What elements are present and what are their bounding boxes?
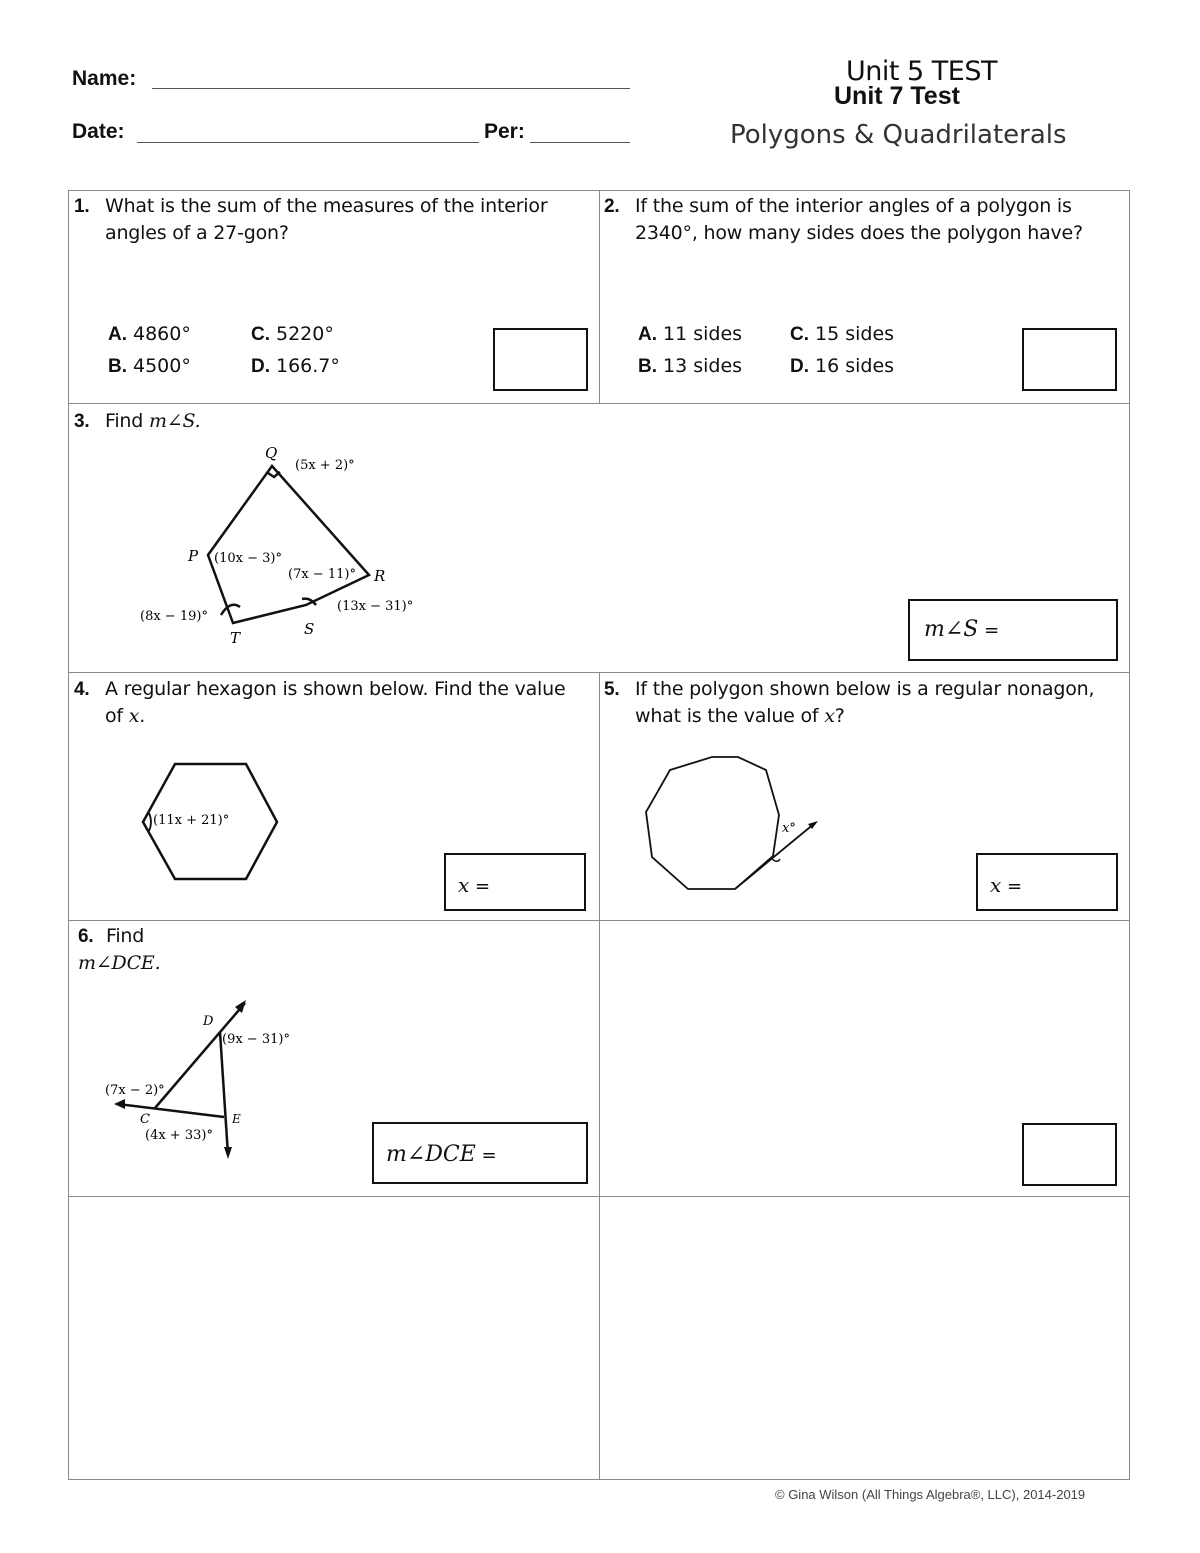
angle-r-label: (7x − 11)° [288, 567, 356, 582]
vertex-s: S [304, 620, 315, 638]
q2-choice-b[interactable]: B. 13 sides [638, 355, 743, 377]
hexagon-diagram [135, 755, 285, 890]
q1-choice-d[interactable]: D. 166.7° [251, 355, 340, 377]
angle-c-label: (7x − 2)° [105, 1083, 165, 1098]
nonagon-diagram [640, 752, 830, 897]
triangle-diagram [100, 995, 310, 1165]
q1-choice-b[interactable]: B. 4500° [108, 355, 191, 377]
q2-choice-c[interactable]: C. 15 sides [790, 323, 895, 345]
angle-p-label: (10x − 3)° [214, 551, 282, 566]
angle-s-label: (13x − 31)° [337, 599, 414, 614]
angle-d-label: (9x − 31)° [222, 1032, 290, 1047]
question-3: 3. Find m∠S. [74, 410, 201, 432]
question-5: 5. If the polygon shown below is a regular nonagon, what is the value of x? [604, 678, 1095, 727]
q1-choice-a[interactable]: A. 4860° [108, 323, 191, 345]
q6-answer-box[interactable]: m∠DCE = [372, 1122, 588, 1184]
period-label: Per: [484, 120, 525, 143]
vertex-q: Q [265, 444, 278, 462]
vertex-d: D [203, 1014, 214, 1029]
q1-choice-c[interactable]: C. 5220° [251, 323, 334, 345]
period-field[interactable] [530, 120, 630, 143]
date-field[interactable] [137, 120, 479, 143]
pentagon-diagram [130, 435, 430, 655]
subtitle: Polygons & Quadrilaterals [730, 120, 1067, 150]
name-field[interactable] [152, 66, 630, 89]
question-1: 1. What is the sum of the measures of the interior angles of a 27-gon? [74, 195, 548, 244]
blank-answer-box[interactable] [1022, 1123, 1117, 1186]
angle-t-label: (8x − 19)° [140, 609, 208, 624]
vertex-t: T [230, 629, 241, 647]
question-4: 4. A regular hexagon is shown below. Find the value of x. [74, 678, 566, 727]
question-1-text: What is the sum of the measures of the interior angles of a 27-gon? [105, 195, 548, 244]
unit-title: Unit 7 Test [834, 82, 960, 110]
question-2-text: If the sum of the interior angles of a polygon is 2340°, how many sides does the polygon have? [635, 195, 1083, 244]
hexagon-angle-label: (11x + 21)° [153, 813, 230, 828]
name-label: Name: [72, 67, 137, 90]
q3-answer-box[interactable]: m∠S = [908, 599, 1118, 661]
q2-choice-a[interactable]: A. 11 sides [638, 323, 743, 345]
question-2: 2. If the sum of the interior angles of a polygon is 2340°, how many sides does the polygon have? [604, 195, 1083, 244]
nonagon-angle-label: x° [782, 821, 796, 836]
date-label: Date: [72, 120, 125, 143]
q2-answer-box[interactable] [1022, 328, 1117, 391]
q4-answer-box[interactable]: x = [444, 853, 586, 911]
angle-e-label: (4x + 33)° [145, 1128, 213, 1143]
q2-choice-d[interactable]: D. 16 sides [790, 355, 895, 377]
question-6: 6. Find m∠DCE. [78, 925, 161, 974]
q5-answer-box[interactable]: x = [976, 853, 1118, 911]
q1-answer-box[interactable] [493, 328, 588, 391]
copyright: © Gina Wilson (All Things Algebra®, LLC), 2014-2019 [775, 1487, 1086, 1502]
overlay-title: Unit 5 TEST [846, 56, 997, 87]
angle-q-label: (5x + 2)° [295, 458, 355, 473]
vertex-r: R [374, 567, 386, 585]
vertex-p: P [188, 547, 199, 565]
vertex-e: E [232, 1112, 241, 1126]
vertex-c: C [140, 1112, 150, 1127]
